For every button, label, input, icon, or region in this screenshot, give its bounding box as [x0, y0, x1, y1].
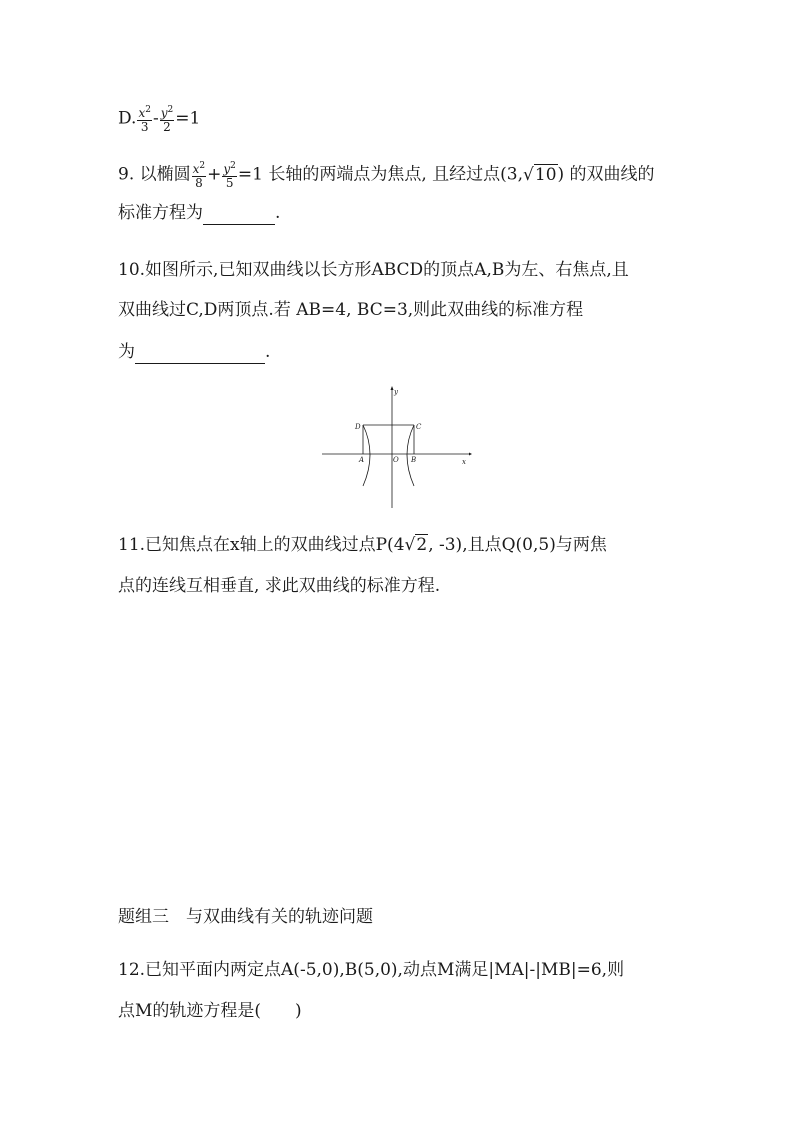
question-10-line-1: 10.如图所示,已知双曲线以长方形ABCD的顶点A,B为左、右焦点,且	[118, 260, 629, 280]
question-11-line-1: 11.已知焦点在x轴上的双曲线过点P(4√2, -3),且点Q(0,5)与两焦	[118, 535, 607, 555]
x-axis-arrow	[469, 453, 472, 456]
fraction-y-over-5: $\frac{y^2}{5}$	[223, 161, 236, 190]
label-d: D	[355, 423, 361, 431]
option-d: D. $\frac{x^2}{3}$ - $\frac{y^2}{2}$ =1	[118, 105, 201, 134]
question-9-line-1: 9. 以椭圆 $\frac{x^2}{8}$ + $\frac{y^2}{5}$ =1 长轴的两端点为焦点, 且经过点(3,√10) 的双曲线的	[118, 161, 655, 190]
label-a: A	[359, 456, 365, 464]
option-label: D.	[118, 108, 137, 129]
label-x: x	[462, 458, 466, 466]
answer-blank-9[interactable]	[203, 206, 275, 225]
question-12-line-1: 12.已知平面内两定点A(-5,0),B(5,0),动点M满足|MA|-|MB|=6,则	[118, 960, 625, 980]
question-10-line-2: 双曲线过C,D两顶点.若 AB=4, BC=3,则此双曲线的标准方程	[118, 300, 584, 320]
fraction-y-over-2: $\frac{y^2}{2}$	[160, 105, 174, 134]
question-9-line-2: 标准方程为 .	[118, 203, 281, 223]
sqrt-10: √10	[523, 164, 557, 185]
label-o: O	[393, 456, 399, 464]
fraction-x-over-8: $\frac{x^2}{8}$	[192, 161, 206, 190]
question-12-line-2: 点M的轨迹方程是( )	[118, 1001, 302, 1021]
fraction-x-over-3: $\frac{x^2}{3}$	[138, 105, 151, 134]
hyperbola-figure	[322, 386, 472, 508]
label-y: y	[394, 388, 398, 396]
sqrt-2: √2	[404, 535, 428, 555]
label-b: B	[411, 456, 417, 464]
question-10-line-3: 为 .	[118, 342, 271, 362]
label-c: C	[416, 423, 422, 431]
section-heading: 题组三 与双曲线有关的轨迹问题	[118, 907, 373, 927]
answer-blank-10[interactable]	[135, 345, 265, 364]
question-11-line-2: 点的连线互相垂直, 求此双曲线的标准方程.	[118, 576, 441, 596]
